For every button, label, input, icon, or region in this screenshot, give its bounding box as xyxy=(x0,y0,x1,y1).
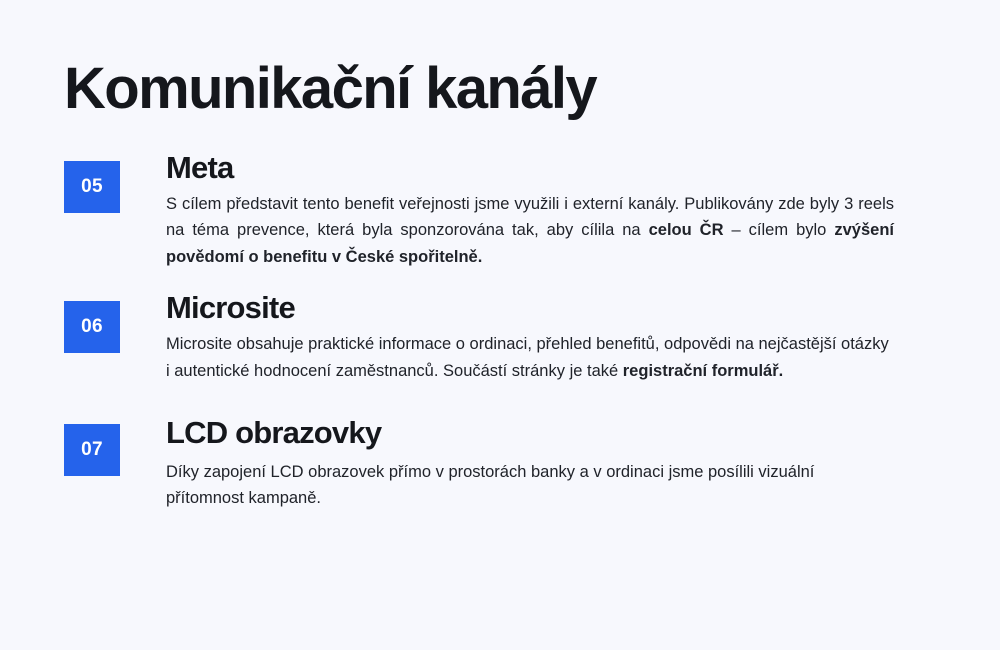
item-body xyxy=(166,291,894,385)
item-paragraph xyxy=(166,191,894,271)
item-text-part: S cílem představit tento benefit veřejnosti jsme využili i externí kanály. Publikovány zde byly 3 reels na téma prevence, která byla sponzorována tak, aby cílila na xyxy=(166,194,894,240)
item-text-part: Microsite obsahuje praktické informace o ordinaci, přehled benefitů, odpovědi na nejčastější otázky i autentické hodnocení zaměstnanců. Součástí stránky je také xyxy=(166,334,889,380)
list-item xyxy=(64,291,936,385)
item-number-badge: 05 xyxy=(64,161,120,213)
item-text-bold-2: zvýšení povědomí o benefitu v České spořitelně. xyxy=(166,221,894,267)
item-heading: LCD obrazovky xyxy=(166,415,382,451)
item-text-part: Díky zapojení LCD obrazovek přímo v prostorách banky a v ordinaci jsme posílili vizuální přítomnost kampaně. xyxy=(166,462,815,508)
item-body xyxy=(166,151,894,271)
list-item xyxy=(64,414,936,512)
item-body xyxy=(166,416,894,512)
page-title: Komunikační kanály xyxy=(64,56,597,121)
item-heading: Meta xyxy=(166,149,234,185)
item-heading: Microsite xyxy=(166,289,295,325)
item-paragraph xyxy=(166,459,894,512)
item-text-bold: celou ČR xyxy=(648,221,724,240)
numbered-item-list xyxy=(64,151,936,512)
item-number-badge: 06 xyxy=(64,301,120,353)
list-item xyxy=(64,151,936,271)
item-text-part-2: – cílem bylo xyxy=(723,221,835,240)
item-paragraph xyxy=(166,331,894,384)
item-number-badge: 07 xyxy=(64,424,120,476)
item-text-bold: registrační formulář. xyxy=(622,361,784,380)
